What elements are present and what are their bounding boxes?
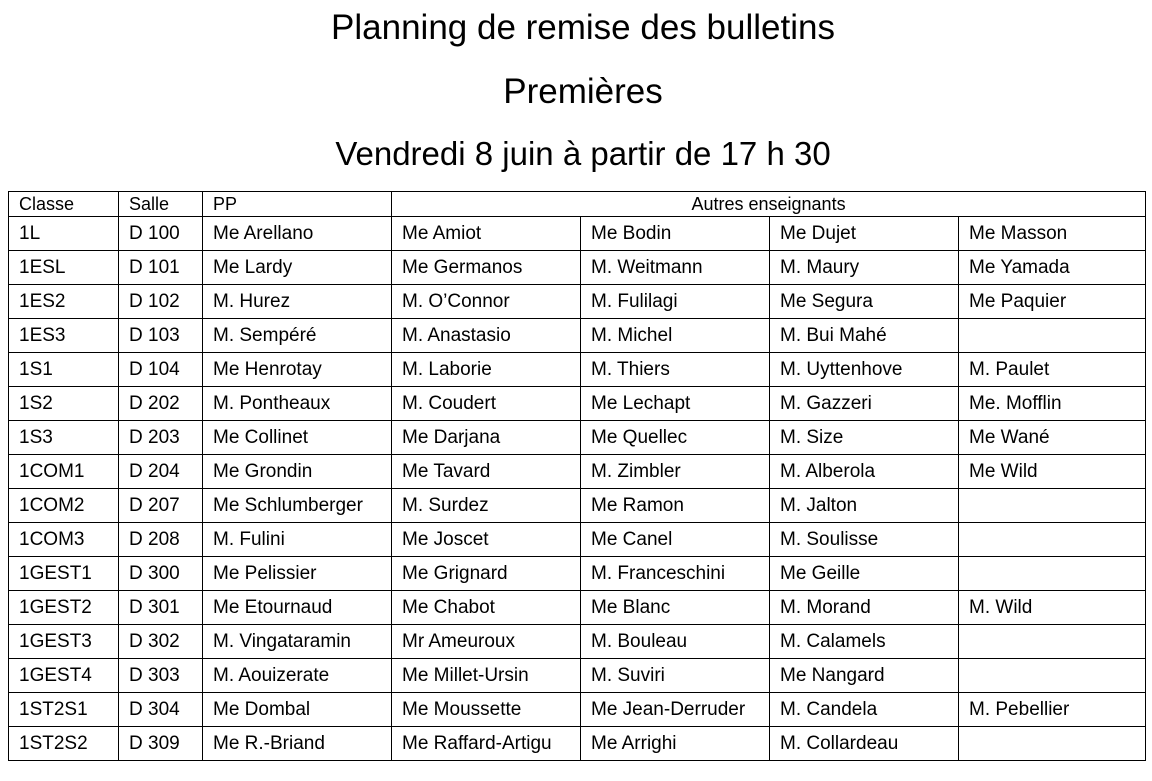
cell-salle: D 303 <box>119 659 203 693</box>
cell-classe: 1GEST4 <box>9 659 119 693</box>
cell-autre-enseignant: Me Bodin <box>581 217 770 251</box>
cell-classe: 1S1 <box>9 353 119 387</box>
cell-autre-enseignant: M. Weitmann <box>581 251 770 285</box>
cell-autre-enseignant: Me Moussette <box>392 693 581 727</box>
cell-autre-enseignant <box>959 727 1146 761</box>
table-row <box>9 353 1146 387</box>
table-row <box>9 319 1146 353</box>
cell-pp: Me Schlumberger <box>203 489 392 523</box>
table-row <box>9 251 1146 285</box>
cell-classe: 1S3 <box>9 421 119 455</box>
cell-pp: Me Collinet <box>203 421 392 455</box>
cell-salle: D 300 <box>119 557 203 591</box>
cell-autre-enseignant: Me Chabot <box>392 591 581 625</box>
cell-salle: D 203 <box>119 421 203 455</box>
cell-autre-enseignant: Me Germanos <box>392 251 581 285</box>
cell-autre-enseignant <box>959 557 1146 591</box>
cell-autre-enseignant: M. Coudert <box>392 387 581 421</box>
cell-pp: Me R.-Briand <box>203 727 392 761</box>
cell-autre-enseignant: M. Wild <box>959 591 1146 625</box>
cell-autre-enseignant: M. Soulisse <box>770 523 959 557</box>
cell-classe: 1COM2 <box>9 489 119 523</box>
header-autres-enseignants: Autres enseignants <box>392 192 1146 217</box>
cell-autre-enseignant: M. Zimbler <box>581 455 770 489</box>
cell-autre-enseignant: Me Masson <box>959 217 1146 251</box>
cell-pp: M. Fulini <box>203 523 392 557</box>
planning-table <box>8 191 1146 761</box>
cell-salle: D 101 <box>119 251 203 285</box>
event-date: Vendredi 8 juin à partir de 17 h 30 <box>335 135 831 172</box>
cell-autre-enseignant: Me Joscet <box>392 523 581 557</box>
cell-salle: D 204 <box>119 455 203 489</box>
cell-classe: 1COM1 <box>9 455 119 489</box>
cell-pp: M. Sempéré <box>203 319 392 353</box>
cell-autre-enseignant: Me Millet-Ursin <box>392 659 581 693</box>
cell-autre-enseignant: M. Calamels <box>770 625 959 659</box>
table-row <box>9 727 1146 761</box>
page-subtitle: Premières <box>503 72 663 111</box>
header-pp: PP <box>203 192 392 217</box>
cell-salle: D 202 <box>119 387 203 421</box>
cell-autre-enseignant: Me Blanc <box>581 591 770 625</box>
cell-autre-enseignant: Me Amiot <box>392 217 581 251</box>
cell-autre-enseignant: Me Darjana <box>392 421 581 455</box>
cell-salle: D 208 <box>119 523 203 557</box>
cell-autre-enseignant: Me. Mofflin <box>959 387 1146 421</box>
cell-salle: D 103 <box>119 319 203 353</box>
cell-pp: M. Vingataramin <box>203 625 392 659</box>
cell-autre-enseignant: Me Ramon <box>581 489 770 523</box>
table-row <box>9 625 1146 659</box>
cell-autre-enseignant: M. Bouleau <box>581 625 770 659</box>
cell-autre-enseignant: M. Thiers <box>581 353 770 387</box>
cell-autre-enseignant: M. Maury <box>770 251 959 285</box>
table-row <box>9 659 1146 693</box>
cell-autre-enseignant: Me Tavard <box>392 455 581 489</box>
cell-autre-enseignant <box>959 319 1146 353</box>
cell-autre-enseignant: M. Size <box>770 421 959 455</box>
cell-classe: 1GEST3 <box>9 625 119 659</box>
cell-salle: D 207 <box>119 489 203 523</box>
table-row <box>9 387 1146 421</box>
cell-autre-enseignant: M. Surdez <box>392 489 581 523</box>
cell-pp: Me Lardy <box>203 251 392 285</box>
cell-classe: 1S2 <box>9 387 119 421</box>
cell-salle: D 304 <box>119 693 203 727</box>
table-row <box>9 591 1146 625</box>
cell-autre-enseignant: M. Franceschini <box>581 557 770 591</box>
cell-classe: 1COM3 <box>9 523 119 557</box>
cell-autre-enseignant: M. Laborie <box>392 353 581 387</box>
cell-autre-enseignant: M. Suviri <box>581 659 770 693</box>
cell-autre-enseignant: Mr Ameuroux <box>392 625 581 659</box>
cell-autre-enseignant: Me Geille <box>770 557 959 591</box>
cell-autre-enseignant: M. Uyttenhove <box>770 353 959 387</box>
cell-autre-enseignant: Me Arrighi <box>581 727 770 761</box>
cell-autre-enseignant <box>959 625 1146 659</box>
table-row <box>9 693 1146 727</box>
cell-autre-enseignant: M. Jalton <box>770 489 959 523</box>
cell-salle: D 302 <box>119 625 203 659</box>
cell-classe: 1GEST2 <box>9 591 119 625</box>
cell-autre-enseignant: Me Segura <box>770 285 959 319</box>
cell-classe: 1ES2 <box>9 285 119 319</box>
cell-autre-enseignant: Me Dujet <box>770 217 959 251</box>
cell-pp: Me Henrotay <box>203 353 392 387</box>
cell-pp: Me Grondin <box>203 455 392 489</box>
cell-pp: Me Etournaud <box>203 591 392 625</box>
cell-autre-enseignant: Me Paquier <box>959 285 1146 319</box>
cell-autre-enseignant: M. Alberola <box>770 455 959 489</box>
table-row <box>9 489 1146 523</box>
cell-autre-enseignant: Me Wané <box>959 421 1146 455</box>
cell-salle: D 301 <box>119 591 203 625</box>
cell-salle: D 102 <box>119 285 203 319</box>
cell-pp: M. Aouizerate <box>203 659 392 693</box>
cell-autre-enseignant: Me Raffard-Artigu <box>392 727 581 761</box>
cell-autre-enseignant: M. Collardeau <box>770 727 959 761</box>
table-row <box>9 285 1146 319</box>
cell-autre-enseignant <box>959 523 1146 557</box>
cell-pp: Me Pelissier <box>203 557 392 591</box>
header-classe: Classe <box>9 192 119 217</box>
cell-autre-enseignant: Me Grignard <box>392 557 581 591</box>
cell-autre-enseignant: Me Lechapt <box>581 387 770 421</box>
cell-classe: 1ST2S1 <box>9 693 119 727</box>
table-row <box>9 217 1146 251</box>
cell-autre-enseignant: M. Pebellier <box>959 693 1146 727</box>
cell-autre-enseignant: M. Paulet <box>959 353 1146 387</box>
cell-autre-enseignant: Me Quellec <box>581 421 770 455</box>
cell-autre-enseignant: Me Wild <box>959 455 1146 489</box>
cell-autre-enseignant: M. Fulilagi <box>581 285 770 319</box>
cell-autre-enseignant: M. Candela <box>770 693 959 727</box>
cell-classe: 1L <box>9 217 119 251</box>
cell-autre-enseignant: M. Morand <box>770 591 959 625</box>
table-row <box>9 421 1146 455</box>
cell-salle: D 309 <box>119 727 203 761</box>
cell-pp: M. Hurez <box>203 285 392 319</box>
cell-autre-enseignant: Me Nangard <box>770 659 959 693</box>
cell-autre-enseignant: M. Bui Mahé <box>770 319 959 353</box>
cell-pp: Me Arellano <box>203 217 392 251</box>
cell-pp: M. Pontheaux <box>203 387 392 421</box>
table-row <box>9 455 1146 489</box>
page-title: Planning de remise des bulletins <box>331 8 835 47</box>
cell-salle: D 100 <box>119 217 203 251</box>
cell-autre-enseignant: Me Yamada <box>959 251 1146 285</box>
cell-autre-enseignant <box>959 489 1146 523</box>
cell-autre-enseignant: M. Gazzeri <box>770 387 959 421</box>
cell-autre-enseignant: M. O’Connor <box>392 285 581 319</box>
cell-classe: 1ES3 <box>9 319 119 353</box>
cell-pp: Me Dombal <box>203 693 392 727</box>
table-body <box>9 192 1146 761</box>
header-salle: Salle <box>119 192 203 217</box>
cell-autre-enseignant: Me Canel <box>581 523 770 557</box>
cell-autre-enseignant: M. Michel <box>581 319 770 353</box>
table-row <box>9 523 1146 557</box>
table-header-row <box>9 192 1146 217</box>
table-row <box>9 557 1146 591</box>
cell-salle: D 104 <box>119 353 203 387</box>
cell-autre-enseignant <box>959 659 1146 693</box>
cell-classe: 1ESL <box>9 251 119 285</box>
cell-autre-enseignant: M. Anastasio <box>392 319 581 353</box>
cell-autre-enseignant: Me Jean-Derruder <box>581 693 770 727</box>
cell-classe: 1ST2S2 <box>9 727 119 761</box>
cell-classe: 1GEST1 <box>9 557 119 591</box>
